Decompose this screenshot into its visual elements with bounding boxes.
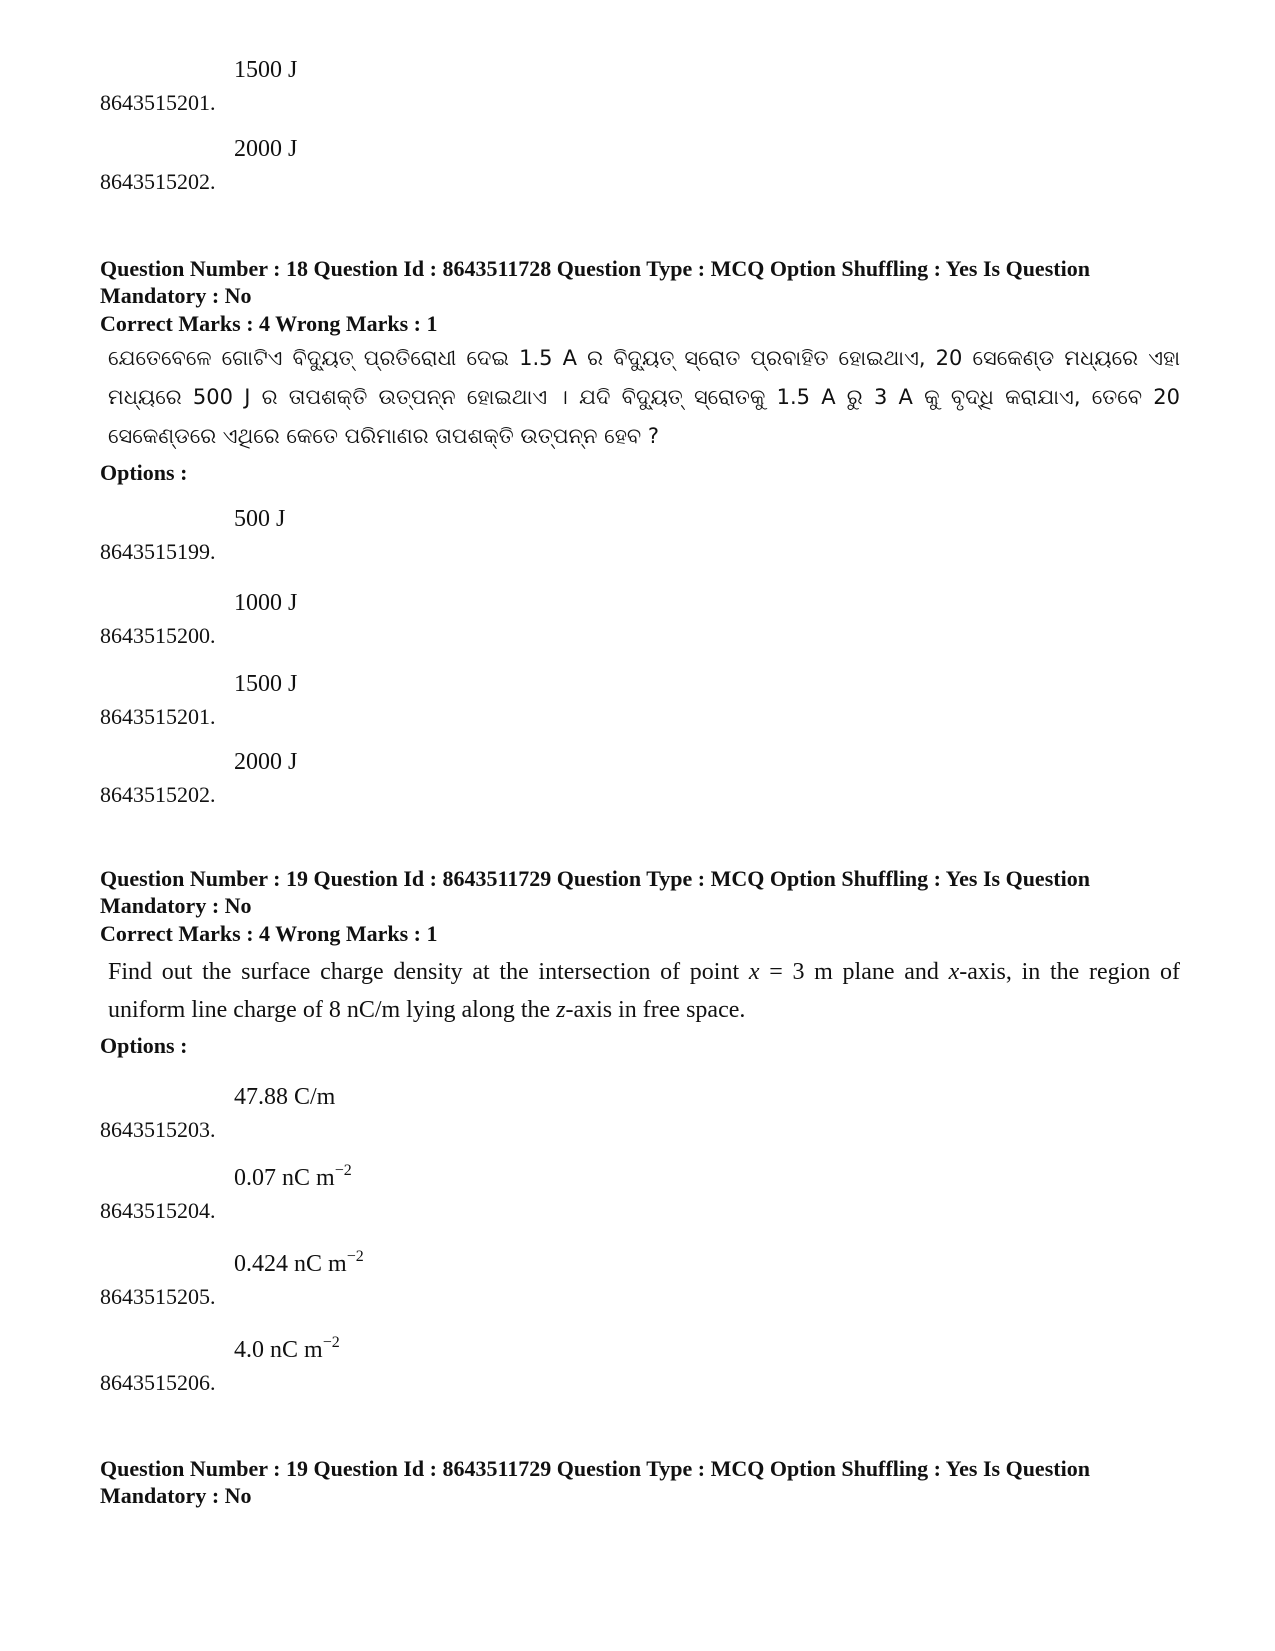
question-18 [100,255,1180,488]
option-value: 2000 J [234,136,298,162]
math-variable: z [556,997,566,1023]
option-row [100,505,800,565]
option-value: 1500 J [234,671,298,697]
option-value-text: 0.07 nC m [234,1165,335,1191]
question-text-part: = 3 m plane and [759,959,949,985]
option-value [234,1336,340,1364]
question-text-part: Find out the surface charge density at the intersection of point [108,959,749,985]
option-id: 8643515201. [100,704,216,729]
option-id: 8643515201. [100,90,216,115]
math-variable: x [948,959,960,985]
option-value [234,1083,335,1111]
exponent: −2 [334,1162,352,1179]
option-row [100,748,800,808]
question-header: Question Number : 19 Question Id : 8643511729 Question Type : MCQ Option Shuffling : Yes Is Question Mandatory : No [100,866,1090,918]
option-value-text: 47.88 C/m [234,1084,336,1110]
question-19-repeat [100,1455,1180,1509]
question-text [100,953,1180,1029]
question-marks: Correct Marks : 4 Wrong Marks : 1 [100,311,438,336]
option-row [100,135,800,195]
options-label: Options : [100,460,188,485]
option-id: 8643515199. [100,539,216,564]
option-value: 2000 J [234,749,298,775]
option-row [100,56,800,116]
option-row [100,1250,800,1310]
options-label: Options : [100,1033,188,1058]
option-row [100,670,800,730]
question-text-part: -axis in free space. [565,997,746,1023]
option-id: 8643515206. [100,1370,216,1395]
option-id: 8643515204. [100,1198,216,1223]
option-id: 8643515205. [100,1284,216,1309]
exponent: −2 [322,1334,340,1351]
option-row [100,1083,800,1143]
option-row [100,1164,800,1224]
option-value: 1000 J [234,590,298,616]
option-id: 8643515203. [100,1117,216,1142]
option-row [100,1336,800,1396]
option-row [100,589,800,649]
option-id: 8643515202. [100,782,216,807]
option-value [234,1250,364,1278]
question-marks: Correct Marks : 4 Wrong Marks : 1 [100,921,438,946]
question-header: Question Number : 18 Question Id : 8643511728 Question Type : MCQ Option Shuffling : Yes Is Question Mandatory : No [100,256,1090,308]
option-value-text: 0.424 nC m [234,1251,347,1277]
question-text: ଯେତେବେଳେ ଗୋଟିଏ ବିଦ୍ୟୁତ୍ ପ୍ରତିରୋଧୀ ଦେଇ 1.5 A ର ବିଦ୍ୟୁତ୍ ସ୍ରୋତ ପ୍ରବାହିତ ହୋଇଥାଏ, 20 ସେକେଣ୍ଡ ମଧ୍ୟରେ ଏହା ମଧ୍ୟରେ 500 J ର ତାପଶକ୍ତି ଉତ୍ପନ୍ନ ହୋଇଥାଏ । ଯଦି ବିଦ୍ୟୁତ୍ ସ୍ରୋତକୁ 1.5 A ରୁ 3 A କୁ ବୃଦ୍ଧି କରାଯାଏ, ତେବେ 20 ସେକେଣ୍ଡରେ ଏଥିରେ କେତେ ପରିମାଣର ତାପଶକ୍ତି ଉତ୍ପନ୍ନ ହେବ ? [108,346,1180,448]
question-header: Question Number : 19 Question Id : 8643511729 Question Type : MCQ Option Shuffling : Yes Is Question Mandatory : No [100,1456,1090,1508]
option-value: 500 J [234,506,286,532]
option-id: 8643515202. [100,169,216,194]
option-value [234,1164,352,1192]
question-text-part: -axis, in the region of uniform line charge of 8 nC/m lying along the [108,959,1181,1023]
option-id: 8643515200. [100,623,216,648]
math-variable: x [748,959,760,985]
option-value: 1500 J [234,57,298,83]
exponent: −2 [346,1248,364,1265]
question-19 [100,865,1180,1061]
option-value-text: 4.0 nC m [234,1337,323,1363]
